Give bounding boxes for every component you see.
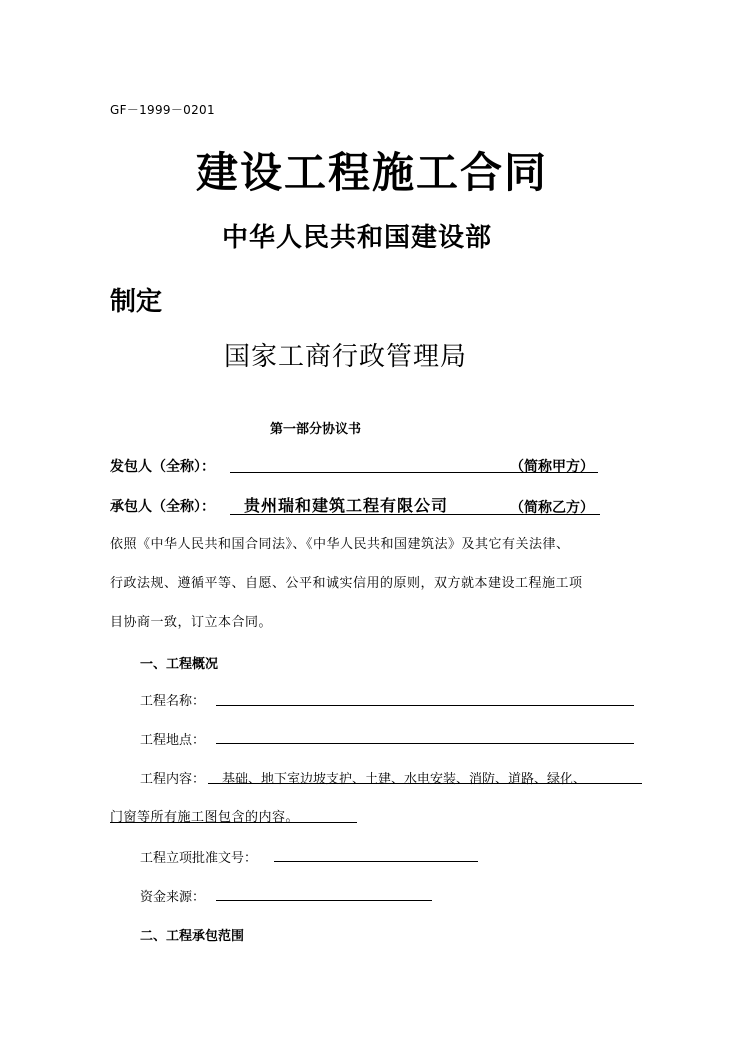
issuer-bureau: 国家工商行政管理局	[224, 342, 468, 372]
contractor-value: 贵州瑞和建筑工程有限公司	[244, 496, 449, 515]
intro-line: 目协商一致，订立本合同。	[110, 615, 273, 630]
employer-short: （简称甲方）	[510, 459, 594, 475]
contractor-short: （简称乙方）	[510, 500, 594, 516]
section-heading: 二、工程承包范围	[140, 929, 245, 944]
project-name-underline	[216, 705, 634, 706]
part-title: 第一部分协议书	[270, 422, 362, 437]
contract-title: 建设工程施工合同	[195, 148, 548, 197]
project-location-label: 工程地点：	[140, 733, 206, 748]
section-heading: 一、工程概况	[140, 657, 219, 672]
intro-line: 依照《中华人民共和国合同法》、《中华人民共和国建筑法》及其它有关法律、	[110, 537, 570, 552]
approval-number-underline	[274, 861, 478, 862]
project-name-label: 工程名称：	[140, 694, 206, 709]
document-code: GF－1999－0201	[110, 103, 215, 117]
project-content-label: 工程内容：	[140, 772, 206, 787]
funding-source-label: 资金来源：	[140, 890, 206, 905]
approval-number-label: 工程立项批准文号：	[140, 851, 258, 866]
project-content-line: 基础、地下室边坡支护、土建、水电安装、消防、道路、绿化、	[222, 772, 587, 787]
project-location-underline	[216, 743, 634, 744]
issuer-ministry: 中华人民共和国建设部	[222, 223, 493, 253]
intro-line: 行政法规、遵循平等、自愿、公平和诚实信用的原则，双方就本建设工程施工项	[110, 576, 583, 591]
made-label: 制定	[110, 287, 163, 317]
employer-label: 发包人（全称）：	[110, 459, 215, 475]
project-content-line: 门窗等所有施工图包含的内容。	[110, 810, 300, 825]
contractor-label: 承包人（全称）：	[110, 499, 215, 515]
funding-source-underline	[216, 900, 432, 901]
